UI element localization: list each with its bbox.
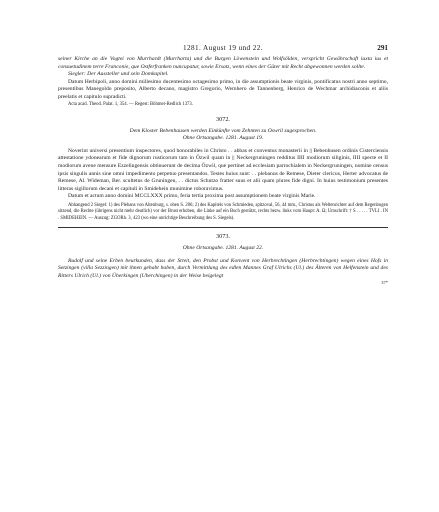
regest-3073: Rudolf und seine Erben beurkunden, dass der Streit, den Probst und Konvent von Herbrechtingen (Herbrechtingen) wegen eines Hofs in Setzingen (villa Sezzingen) mit ihnen gehabt haben, durch Vermittlung des edlen Mannes Graf Ulrichs (Ul.) des Älteren von Helfenstein und des Ritters Ulrich (Ul.) von Überkingen (Uberchingen) in der Weise beigelegt	[58, 257, 388, 279]
siegler-line: Siegler: Der Aussteller und sein Domkapitel.	[68, 71, 169, 78]
header-date: 1281. August 19 und 22.	[183, 44, 263, 52]
place-date-3072: Ohne Ortsangabe. 1281. August 19.	[182, 135, 264, 142]
section-divider	[58, 227, 388, 228]
printer-signature: 37*	[381, 280, 388, 286]
regest-3072: Dem Kloster Bebenhausen werden Einkünfte vom Zehnten zu Oswril zugesprochen.	[129, 127, 317, 134]
charter-text-3072: Noverint universi presentium inspectores, quod honorabiles in Christo . . abbas et conventus monasterii in || Bebenhusen ordinis Cisterciensis attestatione ydonearum et fide dignorum rusticorum tam in Özwil quam in || Neckergruningen redditus IIII modiorum siliginis, IIII specte et II modiorum avene mensure Ezzelingensis obtinuerunt de decima Özwil, que pertinet ad ecclesiam parrochialem in Neckergruningen, nomine census ipsis singulis annis sine omni impedimento perpetuo presentandos. Testes huius sunt: . . plebanus de Remese, Dieter clericus, Herter advocatus de Remese, Al. Wideman, Ber. scultetus de Gruningen, . . dictus Schutzo fratter suus et alii quam plures fide digni. In huius testimonium presentes litteras sigillorum decani et capituli in Smidehein munimine roboravimus.	[58, 147, 388, 192]
page-number: 291	[377, 44, 388, 52]
document-number-3072: 3072.	[216, 115, 230, 123]
datum-paragraph: Datum Herbipoli, anno domini millesimo ducentesimo octagesimo primo, in die assumptionis beate virginis, pontificatus nostri anno septimo, presentibus Manegoldo preposito, Alberto decano, magistro Gregorio, Wernhero de Tannenberg, Henrico de Wechmar archidiaconis et aliis preelatis et capitulo supradicti.	[58, 78, 388, 100]
place-date-3073: Ohne Ortsangabe. 1281. August 22.	[182, 245, 264, 252]
seal-note-3072: Abhangend 2 Siegel: 1) des Plebans von Altenburg, s. oben S. 206; 2) des Kapitels von Schmieden, spitzoval, 56, 44 mm., Christus als Weltenrichter auf dem Regenbogen sitzend, die Rechte (übrigens nicht mehr deutlich) vor der Brust erhoben, die Linke auf ein Buch gestützt, rechts bezw. links vom Haupt: A. Ω; Umschrift: † S . . . . . TVLI . IN . SMIDEHEIN. — Auszug: ZGORh. 3, 423 (wo eine unrichtige Beschreibung des S. Siegels).	[58, 202, 388, 221]
running-header	[58, 44, 388, 56]
regest-tail: seiner Kirche an die Vogtei von Murrhardt (Murrharta) und die Burgen Löwenstein und Wolfsölden, verspricht Gewährschaft iuxta ius et consuetudinem terre Franconie, que Ostferfranken nuncupatur, sowie Ersatz, wenn eines der Güter mit Recht abgewonnen werden sollte.	[58, 56, 388, 70]
charter-dating-3072: Datum et actum anno domini MCCLXXX primo, feria tertia proxima post assumptionem beate virginis Marie.	[68, 193, 316, 200]
document-page	[58, 44, 388, 285]
source-note: Acta acad. Theod. Palat. 1, 354. — Regest: Böhmer-Redlich 1373.	[68, 101, 193, 107]
document-number-3073: 3073.	[216, 233, 230, 241]
